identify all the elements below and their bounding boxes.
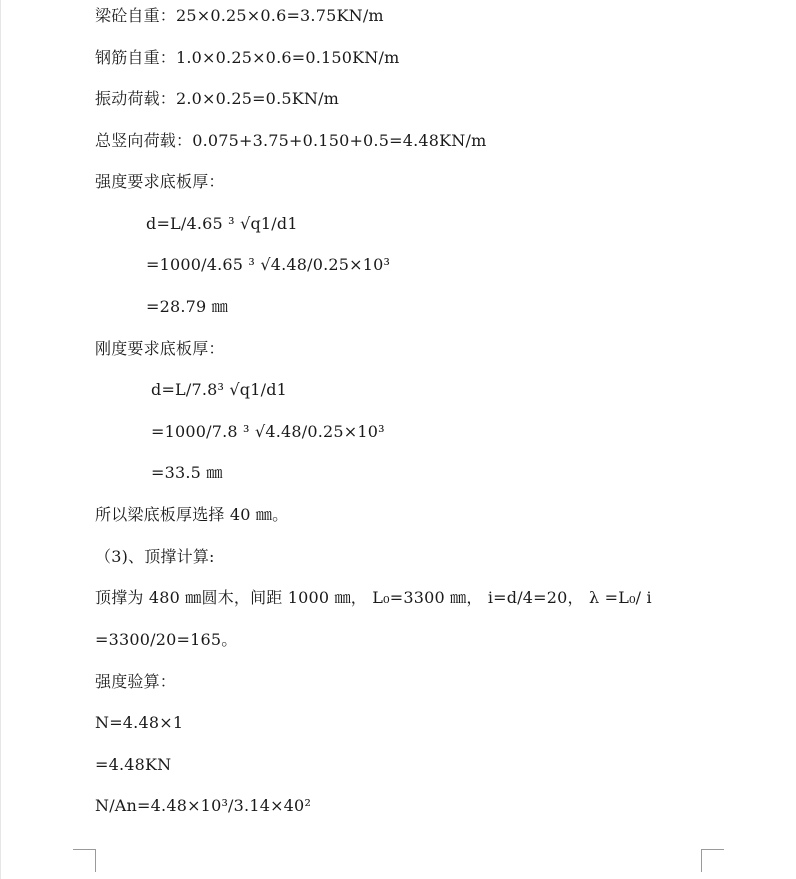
text-line-axial-force-formula: N=4.48×1 [95,713,184,732]
text-line-strength-result: =28.79 ㎜ [146,297,228,316]
text-line-rebar-weight: 钢筋自重：1.0×0.25×0.6=0.150KN/m [95,48,400,67]
text-line-stiffness-formula: d=L/7.8³ √q1/d1 [151,380,288,399]
text-line-axial-force-result: =4.48KN [95,755,172,774]
page-margin-corner-bottom-left [73,849,96,872]
text-line-strength-check-heading: 强度验算： [95,672,177,691]
text-line-stiffness-heading: 刚度要求底板厚： [95,339,225,358]
text-line-slenderness-result: =3300/20=165。 [95,630,238,649]
text-line-thickness-conclusion: 所以梁底板厚选择 40 ㎜。 [95,505,289,524]
text-line-strength-heading: 强度要求底板厚： [95,172,225,191]
text-line-prop-heading: （3)、顶撑计算: [95,547,215,566]
text-line-beam-concrete-weight: 梁砼自重：25×0.25×0.6=3.75KN/m [95,6,384,25]
text-line-total-vertical-load: 总竖向荷载：0.075+3.75+0.150+0.5=4.48KN/m [95,131,487,150]
text-line-strength-substitution: =1000/4.65 ³ √4.48/0.25×10³ [146,255,391,274]
text-line-stress-formula: N/An=4.48×10³/3.14×40² [95,796,312,815]
text-line-strength-formula: d=L/4.65 ³ √q1/d1 [146,214,298,233]
text-line-vibration-load: 振动荷载：2.0×0.25=0.5KN/m [95,89,340,108]
text-line-stiffness-substitution: =1000/7.8 ³ √4.48/0.25×10³ [151,422,385,441]
text-line-prop-description: 顶撑为 480 ㎜圆木，间距 1000 ㎜， L₀=3300 ㎜， i=d/4=20， λ =L₀/ i [95,588,652,607]
text-line-stiffness-result: =33.5 ㎜ [151,463,223,482]
page-margin-corner-bottom-right [701,849,724,872]
